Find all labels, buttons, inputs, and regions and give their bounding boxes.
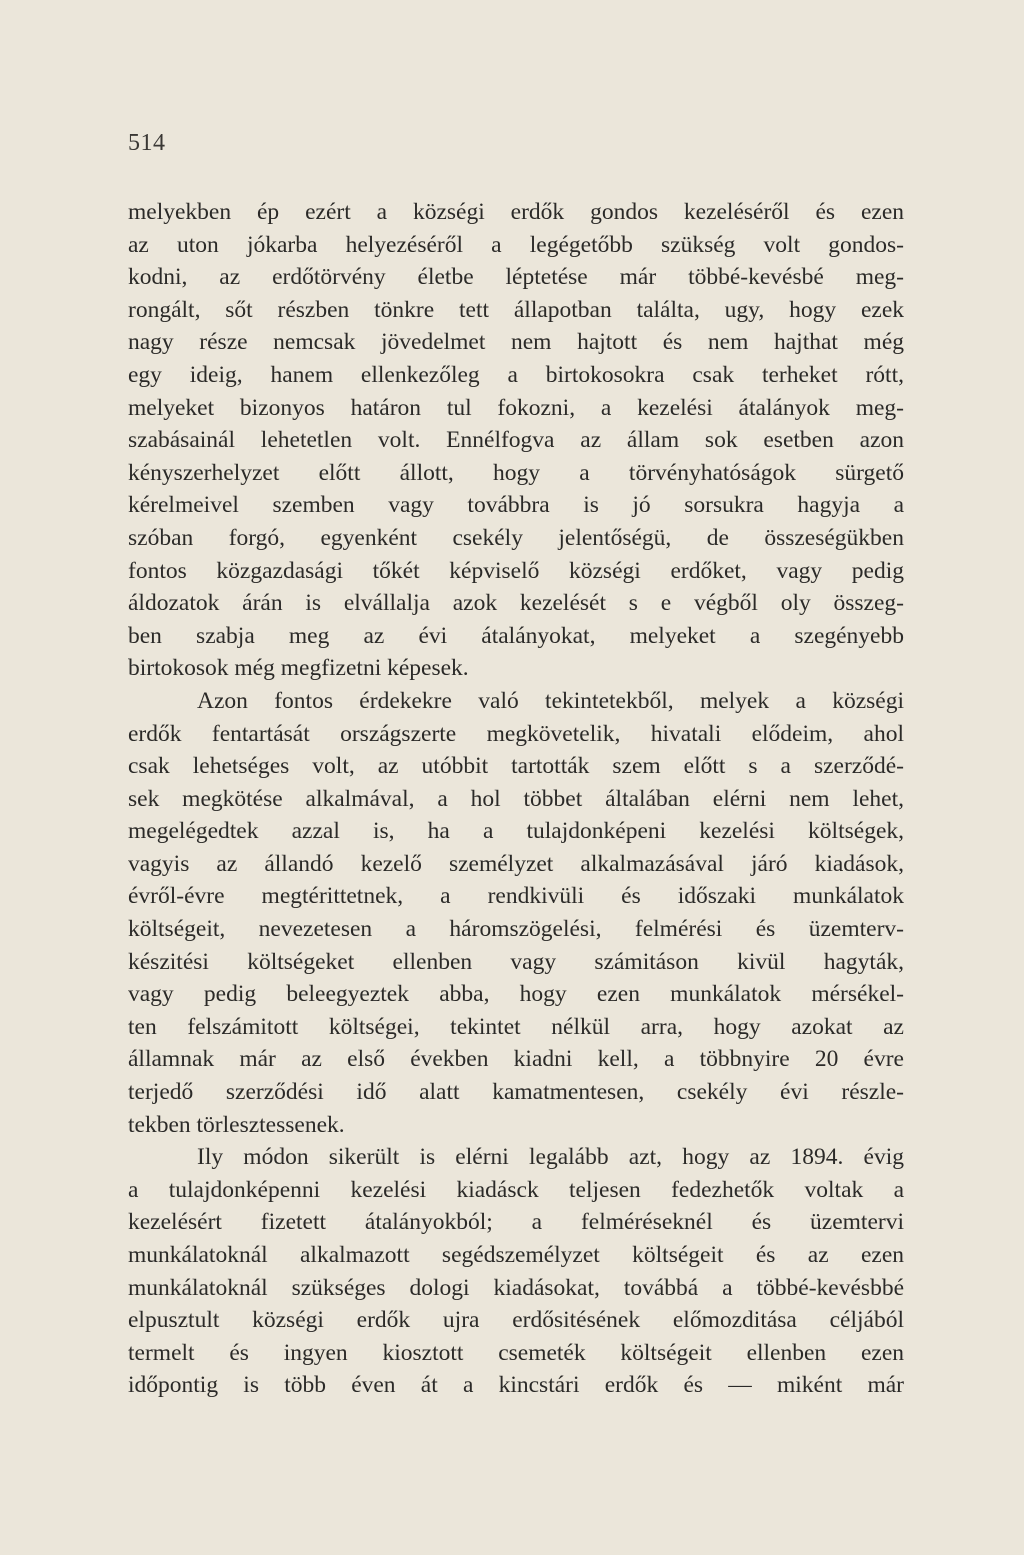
text-line: csak lehetséges volt, az utóbbit tartották szem előtt s a szerződé- [128,753,904,780]
text-line: kezelésért fizetett átalányokból; a felméréseknél és üzemtervi [128,1209,904,1236]
text-line: államnak már az első években kiadni kell, a többnyire 20 évre [128,1046,904,1073]
text-line: áldozatok árán is elvállalja azok kezelését s e végből oly összeg- [128,590,904,617]
text-line: ben szabja meg az évi átalányokat, melyeket a szegényebb [128,622,904,649]
text-line: erdők fentartását országszerte megkövetelik, hivatali elődeim, ahol [128,720,904,747]
text-line: kodni, az erdőtörvény életbe léptetése már többé-kevésbé meg- [128,264,904,291]
text-line: terjedő szerződési idő alatt kamatmentesen, csekély évi részle- [128,1079,904,1106]
text-line: egy ideig, hanem ellenkezőleg a birtokosokra csak terheket rótt, [128,361,904,388]
body-text [128,196,904,1402]
text-line: szabásainál lehetetlen volt. Ennélfogva az állam sok esetben azon [128,427,904,454]
text-line: megelégedtek azzal is, ha a tulajdonképeni kezelési költségek, [128,818,904,845]
text-line: költségeit, nevezetesen a háromszögelési, felmérési és üzemterv- [128,916,904,943]
paragraph-end-line: tekben törlesztessenek. [128,1111,345,1138]
text-line: munkálatoknál szükséges dologi kiadásokat, továbbá a többé-kevésbbé [128,1274,904,1301]
text-line: szóban forgó, egyenként csekély jelentőségü, de összeségükben [128,524,904,551]
text-line: az uton jókarba helyezéséről a legégetőbb szükség volt gondos- [128,231,904,258]
text-line: termelt és ingyen kiosztott csemeték költségeit ellenben ezen [128,1339,904,1366]
page-number: 514 [128,130,166,156]
text-line: melyekben ép ezért a községi erdők gondos kezeléséről és ezen [128,199,904,225]
text-line: ten felszámitott költségei, tekintet nélkül arra, hogy azokat az [128,1013,904,1040]
text-line: nagy része nemcsak jövedelmet nem hajtott és nem hajthat még [128,329,904,356]
text-line: rongált, sőt részben tönkre tett állapotban találta, ugy, hogy ezek [128,296,904,323]
text-line: fontos közgazdasági tőkét képviselő községi erdőket, vagy pedig [128,557,904,584]
text-line: vagyis az állandó kezelő személyzet alkalmazásával járó kiadások, [128,850,904,877]
paragraph-start-line: Azon fontos érdekekre való tekintetekből, melyek a községi [197,687,904,714]
paragraph-start-line: Ily módon sikerült is elérni legalább azt, hogy az 1894. évig [197,1144,904,1171]
text-line: évről-évre megtérittetnek, a rendkivüli és időszaki munkálatok [128,883,904,910]
paragraph-end-line: birtokosok még megfizetni képesek. [128,655,469,682]
text-line: a tulajdonképenni kezelési kiadásck teljesen fedezhetők voltak a [128,1176,904,1203]
text-line: melyeket bizonyos határon tul fokozni, a kezelési átalányok meg- [128,394,904,421]
text-line: vagy pedig beleegyeztek abba, hogy ezen munkálatok mérsékel- [128,981,904,1008]
text-line: munkálatoknál alkalmazott segédszemélyzet költségeit és az ezen [128,1242,904,1268]
text-line: készitési költségeket ellenben vagy számitáson kivül hagyták, [128,948,904,975]
text-line: kérelmeivel szemben vagy továbbra is jó sorsukra hagyja a [128,492,904,519]
text-line: kényszerhelyzet előtt állott, hogy a törvényhatóságok sürgető [128,459,904,486]
text-line: időpontig is több éven át a kincstári erdők és — miként már [128,1372,904,1399]
text-line: elpusztult községi erdők ujra erdősitésének előmozditása céljából [128,1307,904,1334]
text-line: sek megkötése alkalmával, a hol többet általában elérni nem lehet, [128,785,904,812]
